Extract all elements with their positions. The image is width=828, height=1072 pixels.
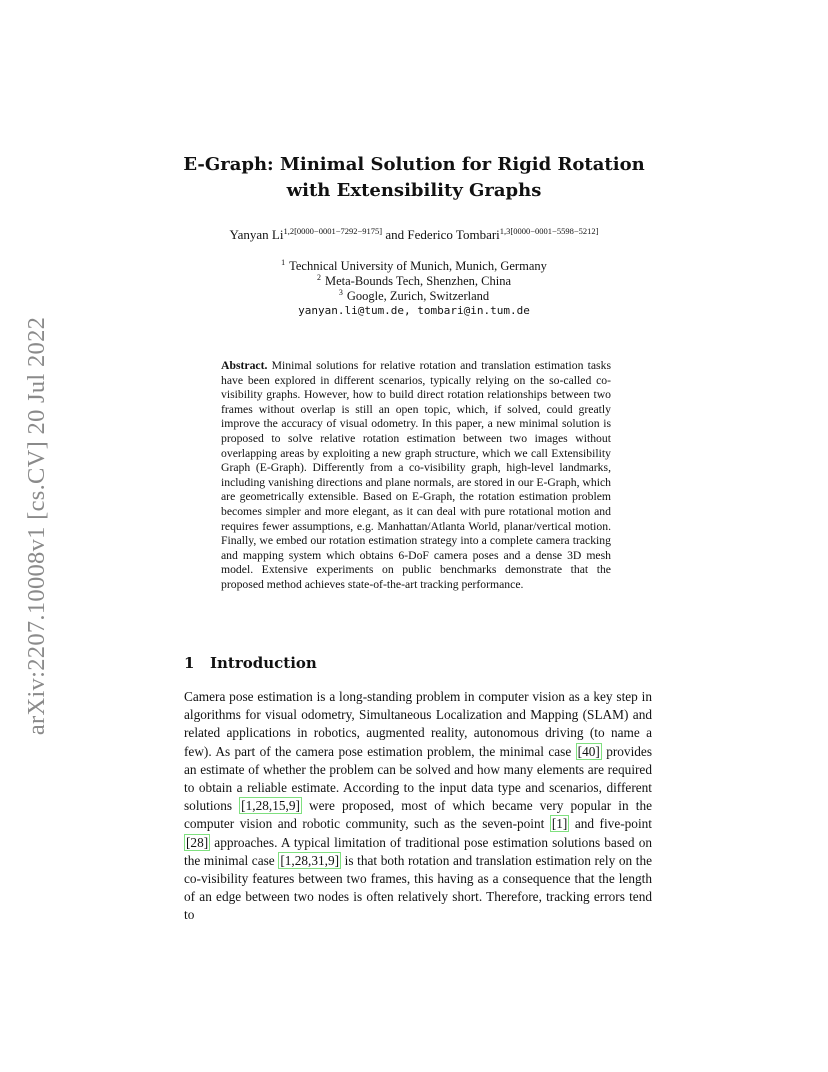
section-heading [184,654,317,672]
paper-title [150,152,678,204]
affiliation-2 [150,273,678,289]
citation-link[interactable]: [1,28,15,9] [241,798,300,814]
affiliation-2-text: Meta-Bounds Tech, Shenzhen, China [324,274,511,288]
author-1-superscript: 1,2[0000−0001−7292−9175] [283,226,383,236]
author-2-name: Federico Tombari [407,227,500,242]
intro-text-3: were proposed, most of which became very popular in the computer vision and robotic community, such as the seven-point [184,798,652,832]
author-emails: yanyan.li@tum.de, tombari@in.tum.de [298,304,530,317]
abstract-label: Abstract. [221,359,268,372]
author-2-superscript: 1,3[0000−0001−5598−5212] [499,226,599,236]
author-conjunction: and [382,227,408,242]
section-number: 1 [184,654,195,672]
intro-text-4: and five-point [569,816,652,832]
abstract [221,359,611,593]
intro-text-2: provides an estimate of whether the problem can be solved and how many elements are required to obtain a reliable estimate. According to the input data type and scenarios, different solutions [184,743,652,814]
affiliation-3-text: Google, Zurich, Switzerland [346,289,490,303]
citation-link[interactable]: [1,28,31,9] [280,852,340,868]
arxiv-identifier-stamp [14,294,60,758]
title-line-1: E-Graph: Minimal Solution for Rigid Rotation [183,154,645,175]
author-list [150,226,678,243]
affiliation-1 [150,258,678,274]
intro-text-6: is that both rotation and translation estimation rely on the co-visibility features between two frames, this having as a consequence that the length of an edge between two nodes is often relatively short. Therefore, tracking errors tend to [184,852,652,923]
citation-link[interactable]: [40] [577,743,600,759]
intro-text-1: Camera pose estimation is a long-standing problem in computer vision as a key step in algorithms for visual odometry, Simultaneous Localization and Mapping (SLAM) and related applications in robotics, augmented reality, autonomous driving (to name a few). As part of the camera pose estimation problem, the minimal case [184,689,652,759]
introduction-paragraph [184,688,652,925]
author-1-name: Yanyan Li [229,227,284,242]
arxiv-identifier-text: arXiv:2207.10008v1 [cs.CV] 20 Jul 2022 [23,316,50,736]
citation-link[interactable]: [1] [551,816,568,832]
title-line-2: with Extensibility Graphs [286,180,542,201]
abstract-text: Minimal solutions for relative rotation and translation estimation tasks have been explored in different scenarios, typically relying on the so-called co-visibility graphs. However, how to build direct rotation relationships between two frames without overlap is still an open topic, which, if solved, could greatly improve the accuracy of visual odometry. In this paper, a new minimal solution is proposed to solve relative rotation estimation between two images without overlapping areas by exploiting a new graph structure, which we call Extensibility Graph (E-Graph). Differently from a co-visibility graph, high-level landmarks, including vanishing directions and plane normals, are stored in our E-Graph, which are geometrically extensible. Based on E-Graph, the rotation estimation problem becomes simpler and more elegant, as it can deal with pure rotational motion and requires fewer assumptions, e.g. Manhattan/Atlanta World, planar/vertical motion. Finally, we embed our rotation estimation strategy into a complete camera tracking and mapping system which obtains 6-DoF camera poses and a dense 3D mesh model. Extensive experiments on public benchmarks demonstrate that the proposed method achieves state-of-the-art tracking performance. [221,359,611,591]
citation-link[interactable]: [28] [186,834,209,850]
affiliation-1-mark: 1 [281,258,286,267]
affiliation-3 [150,288,678,304]
intro-text-5: approaches. A typical limitation of traditional pose estimation solutions based on the minimal case [184,834,652,868]
affiliation-2-mark: 2 [316,273,321,282]
affiliation-3-mark: 3 [338,288,343,297]
section-title: Introduction [210,654,317,672]
affiliation-1-text: Technical University of Munich, Munich, Germany [289,259,547,273]
